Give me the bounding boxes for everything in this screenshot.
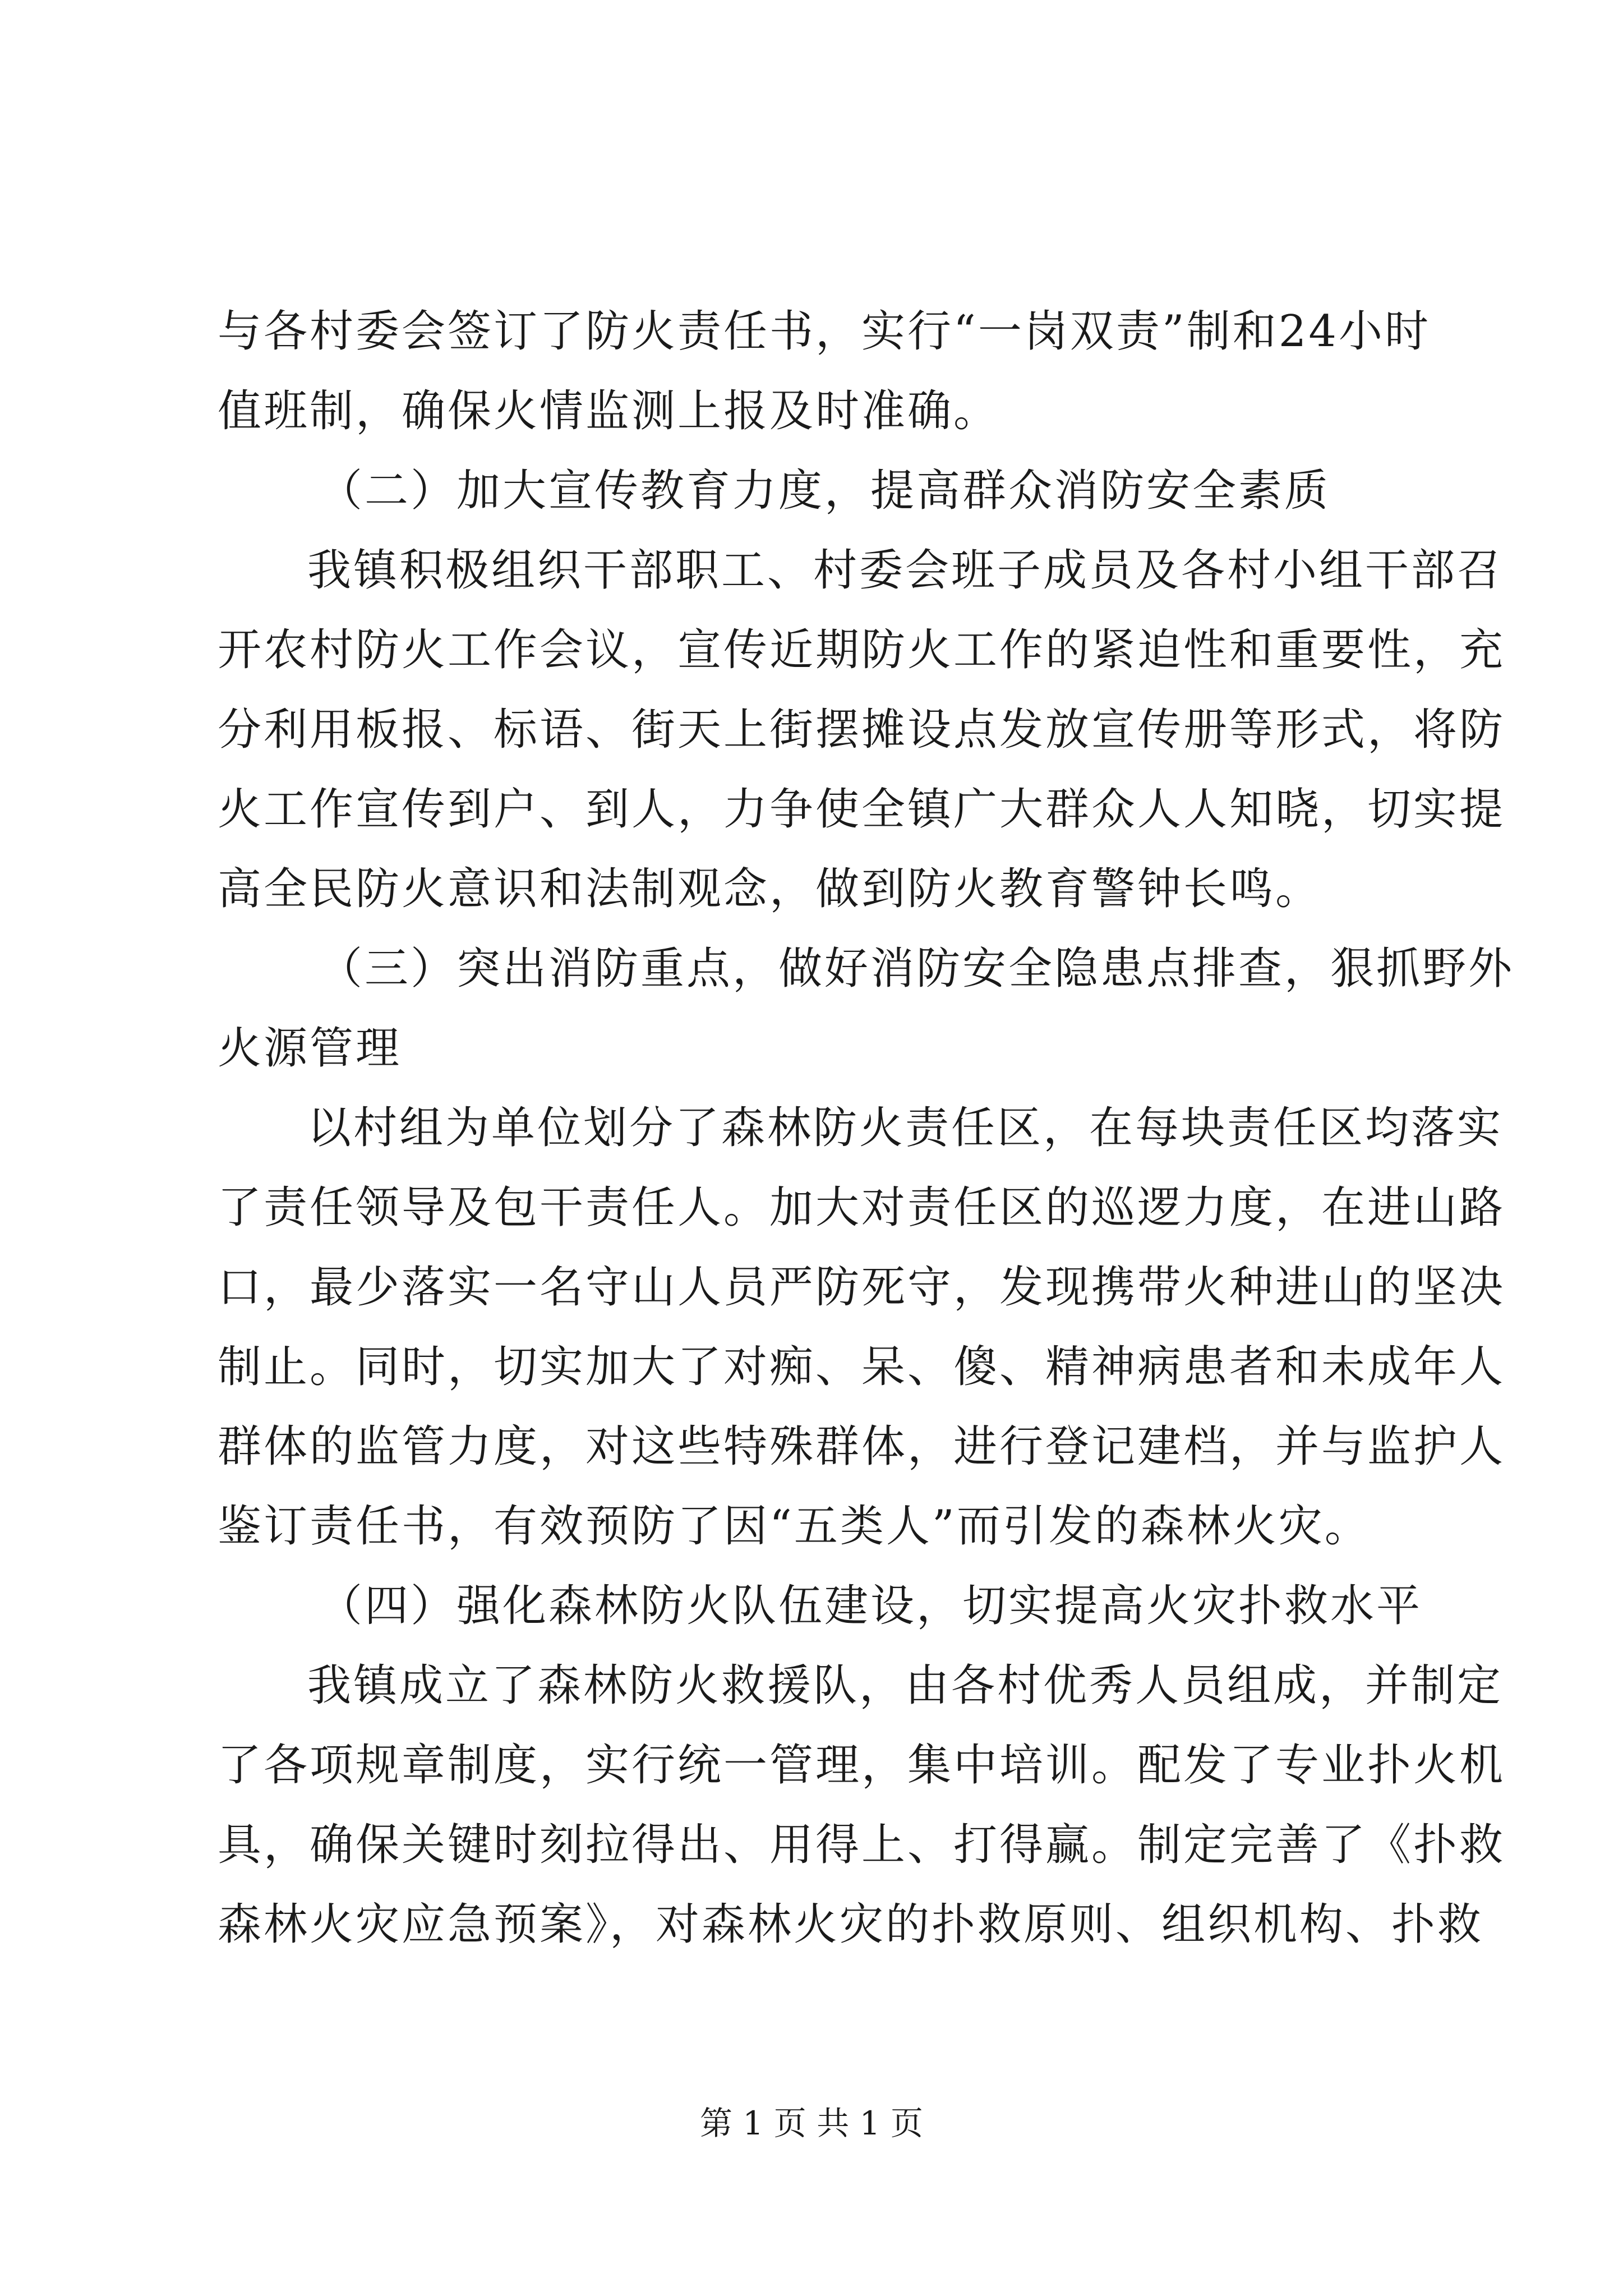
- body-line: 与各村委会签订了防火责任书，实行“一岗双责”制和24小时: [218, 306, 1431, 357]
- section-heading: （二）加大宣传教育力度，提高群众消防安全素质: [319, 466, 1331, 516]
- section-heading-continuation: 火源管理: [218, 1023, 402, 1074]
- body-line: 群体的监管力度，对这些特殊群体，进行登记建档，并与监护人: [218, 1421, 1506, 1472]
- paragraph-first-line: 以村组为单位划分了森林防火责任区，在每块责任区均落实: [307, 1103, 1504, 1153]
- body-line: 开农村防火工作会议，宣传近期防火工作的紧迫性和重要性，充: [218, 625, 1506, 675]
- body-line: 森林火灾应急预案》，对森林火灾的扑救原则、组织机构、扑救: [218, 1899, 1484, 1950]
- page-number-footer: 第 1 页 共 1 页: [700, 2104, 923, 2142]
- body-line: 了责任领导及包干责任人。加大对责任区的巡逻力度，在进山路: [218, 1182, 1506, 1233]
- body-line: 鉴订责任书，有效预防了因“五类人”而引发的森林火灾。: [218, 1501, 1371, 1552]
- body-line: 制止。同时，切实加大了对痴、呆、傻、精神病患者和未成年人: [218, 1342, 1506, 1392]
- body-line: 了各项规章制度，实行统一管理，集中培训。配发了专业扑火机: [218, 1740, 1506, 1791]
- document-body: [218, 292, 1515, 1964]
- paragraph-first-line: 我镇积极组织干部职工、村委会班子成员及各村小组干部召: [307, 545, 1504, 596]
- paragraph-first-line: 我镇成立了森林防火救援队，由各村优秀人员组成，并制定: [307, 1660, 1504, 1711]
- body-line: 分利用板报、标语、街天上街摆摊设点发放宣传册等形式，将防: [218, 705, 1506, 755]
- body-line: 口，最少落实一名守山人员严防死守，发现携带火种进山的坚决: [218, 1262, 1506, 1313]
- body-line: 值班制，确保火情监测上报及时准确。: [218, 386, 1000, 436]
- body-line: 高全民防火意识和法制观念，做到防火教育警钟长鸣。: [218, 864, 1322, 914]
- section-heading: （四）强化森林防火队伍建设，切实提高火灾扑救水平: [319, 1581, 1423, 1631]
- body-line: 具，确保关键时刻拉得出、用得上、打得赢。制定完善了《扑救: [218, 1820, 1506, 1870]
- section-heading: （三）突出消防重点，做好消防安全隐患点排查，狠抓野外: [319, 944, 1515, 994]
- body-line: 火工作宣传到户、到人，力争使全镇广大群众人人知晓，切实提: [218, 784, 1506, 835]
